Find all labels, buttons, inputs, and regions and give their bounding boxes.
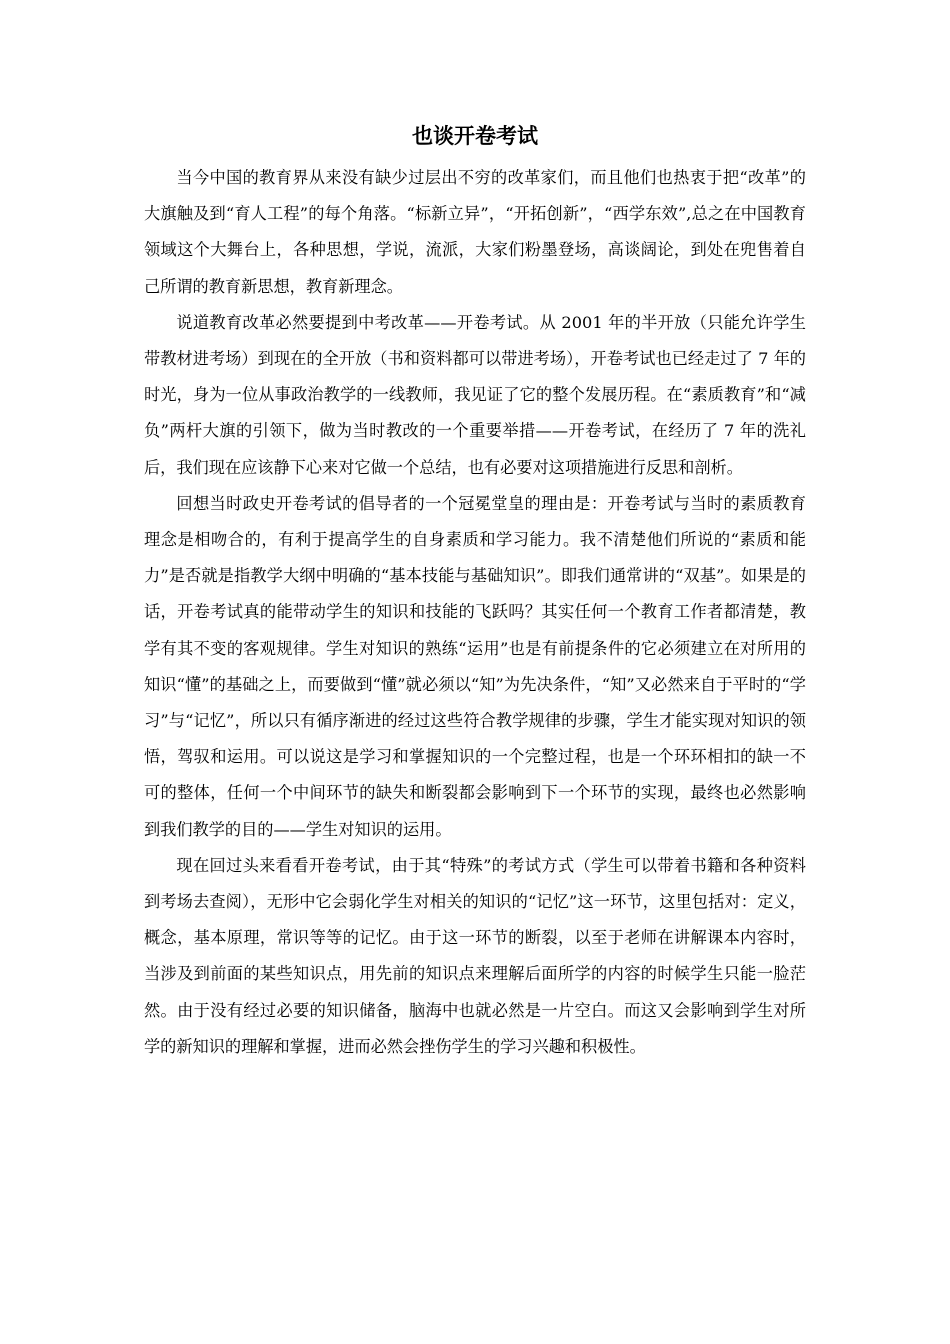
paragraph-4: 现在回过头来看看开卷考试，由于其“特殊”的考试方式（学生可以带着书籍和各种资料到考场去查阅），无形中它会弱化学生对相关的知识的“记忆”这一环节，这里包括对：定义，概念，基本原理，常识等等的记忆。由于这一环节的断裂，以至于老师在讲解课本内容时，当涉及到前面的某些知识点，用先前的知识点来理解后面所学的内容的时候学生只能一脸茫然。由于没有经过必要的知识储备，脑海中也就必然是一片空白。而这又会影响到学生对所学的新知识的理解和掌握，进而必然会挫伤学生的学习兴趣和积极性。 [144,855,806,1056]
document-body [144,160,806,1065]
document-title: 也谈开卷考试 [412,123,538,148]
paragraph-3: 回想当时政史开卷考试的倡导者的一个冠冕堂皇的理由是：开卷考试与当时的素质教育理念是相吻合的，有利于提高学生的自身素质和学习能力。我不清楚他们所说的“素质和能力”是否就是指教学大纲中明确的“基本技能与基础知识”。即我们通常讲的“双基”。如果是的话，开卷考试真的能带动学生的知识和技能的飞跃吗？其实任何一个教育工作者都清楚，教学有其不变的客观规律。学生对知识的熟练“运用”也是有前提条件的它必须建立在对所用的知识“懂”的基础之上，而要做到“懂”就必须以“知”为先决条件，“知”又必然来自于平时的“学习”与“记忆”，所以只有循序渐进的经过这些符合教学规律的步骤，学生才能实现对知识的领悟，驾驭和运用。可以说这是学习和掌握知识的一个完整过程，也是一个环环相扣的缺一不可的整体，任何一个中间环节的缺失和断裂都会影响到下一个环节的实现，最终也必然影响到我们教学的目的——学生对知识的运用。 [144,493,806,839]
paragraph-2: 说道教育改革必然要提到中考改革——开卷考试。从 2001 年的半开放（只能允许学生带教材进考场）到现在的全开放（书和资料都可以带进考场），开卷考试也已经走过了 7 年的时光，身为一位从事政治教学的一线教师，我见证了它的整个发展历程。在“素质教育”和“减负”两杆大旗的引领下，做为当时教改的一个重要举措——开卷考试，在经历了 7 年的洗礼后，我们现在应该静下心来对它做一个总结，也有必要对这项措施进行反思和剖析。 [144,312,806,477]
paragraph-1: 当今中国的教育界从来没有缺少过层出不穷的改革家们，而且他们也热衷于把“改革”的大旗触及到“育人工程”的每个角落。“标新立异”，“开拓创新”，“西学东效”,总之在中国教育领域这个大舞台上，各种思想，学说，流派，大家们粉墨登场，高谈阔论，到处在兜售着自己所谓的教育新思想，教育新理念。 [144,168,806,296]
